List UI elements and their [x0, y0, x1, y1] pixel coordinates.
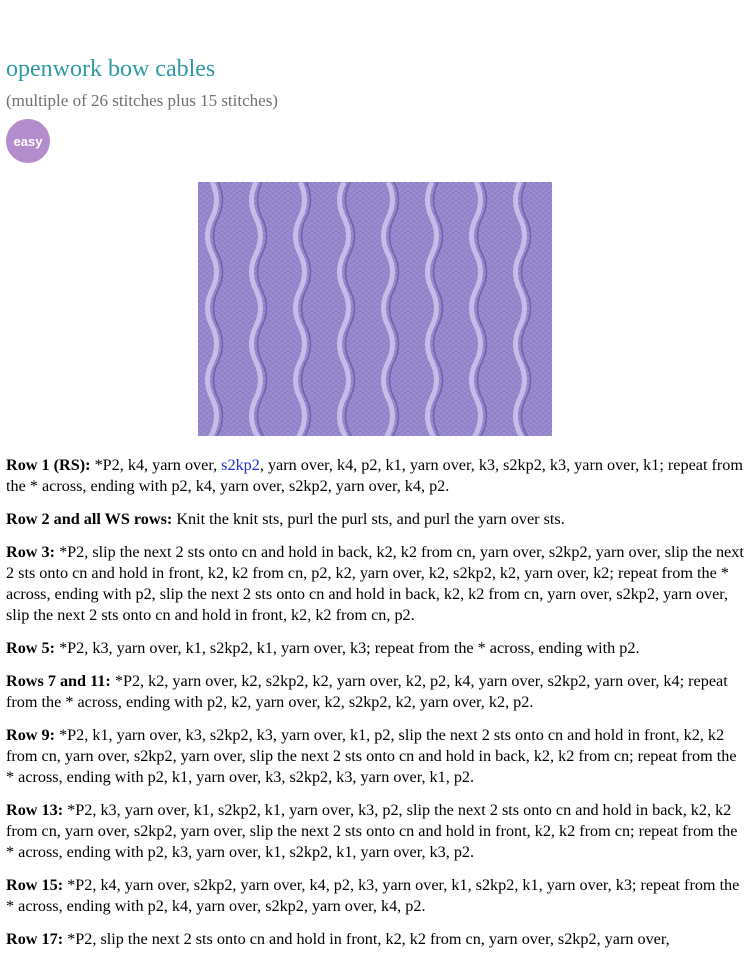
stitch-multiple: (multiple of 26 stitches plus 15 stitches)	[6, 91, 278, 110]
row-label: Row 2 and all WS rows:	[6, 510, 173, 528]
row-label: Row 17:	[6, 930, 64, 948]
row-label: Rows 7 and 11:	[6, 672, 111, 690]
row-1: Row 1 (RS): *P2, k4, yarn over, s2kp2, yarn over, k4, p2, k1, yarn over, k3, s2kp2, k3, yarn over, k1; repeat from the * across, ending with p2, k4, yarn over, s2kp2, yarn over, k4, p2.	[6, 456, 743, 495]
s2kp2-link[interactable]: s2kp2	[221, 456, 260, 474]
row-label: Row 1 (RS):	[6, 456, 91, 474]
row-label: Row 13:	[6, 801, 64, 819]
page-title: openwork bow cables	[6, 56, 216, 82]
row-15: Row 15: *P2, k4, yarn over, s2kp2, yarn over, k4, p2, k3, yarn over, k1, s2kp2, k1, yarn over, k3; repeat from the * across, ending with p2, k4, yarn over, s2kp2, yarn over, k4, p2.	[6, 876, 740, 915]
row-5: Row 5: *P2, k3, yarn over, k1, s2kp2, k1, yarn over, k3; repeat from the * across, ending with p2.	[6, 639, 640, 657]
row-9: Row 9: *P2, k1, yarn over, k3, s2kp2, k3, yarn over, k1, p2, slip the next 2 sts onto cn and hold in front, k2, k2 from cn, yarn over, s2kp2, yarn over, slip the next 2 sts onto cn and hold in back, k2, k2 from cn; repeat from the * across, ending with p2, k1, yarn over, k3, s2kp2, k3, yarn over, k1, p2.	[6, 726, 737, 786]
row-17: Row 17: *P2, slip the next 2 sts onto cn and hold in front, k2, k2 from cn, yarn over, s2kp2, yarn over,	[6, 930, 670, 948]
row-label: Row 5:	[6, 639, 56, 657]
instructions	[6, 455, 744, 962]
row-label: Row 15:	[6, 876, 64, 894]
rows-7-11: Rows 7 and 11: *P2, k2, yarn over, k2, s2kp2, k2, yarn over, k2, p2, k4, yarn over, s2kp2, yarn over, k4; repeat from the * across, ending with p2, k2, yarn over, k2, s2kp2, k2, yarn over, k2, p2.	[6, 672, 728, 711]
row-3: Row 3: *P2, slip the next 2 sts onto cn and hold in back, k2, k2 from cn, yarn over, s2kp2, yarn over, slip the next 2 sts onto cn and hold in front, k2, k2 from cn, p2, k2, yarn over, k2, s2kp2, k2, yarn over, k2; repeat from the * across, ending with p2, slip the next 2 sts onto cn and hold in back, k2, k2 from cn, yarn over, s2kp2, yarn over, slip the next 2 sts onto cn and hold in front, k2, k2 from cn, p2.	[6, 543, 744, 624]
knitted-swatch-photo	[198, 182, 552, 436]
row-13: Row 13: *P2, k3, yarn over, k1, s2kp2, k1, yarn over, k3, p2, slip the next 2 sts onto cn and hold in back, k2, k2 from cn, yarn over, s2kp2, yarn over, slip the next 2 sts onto cn and hold in front, k2, k2 from cn; repeat from the * across, ending with p2, k3, yarn over, k1, s2kp2, k1, yarn over, k3, p2.	[6, 801, 738, 861]
row-2: Row 2 and all WS rows: Knit the knit sts, purl the purl sts, and purl the yarn over sts.	[6, 510, 565, 528]
row-label: Row 3:	[6, 543, 56, 561]
row-label: Row 9:	[6, 726, 56, 744]
difficulty-badge: easy	[6, 119, 50, 163]
